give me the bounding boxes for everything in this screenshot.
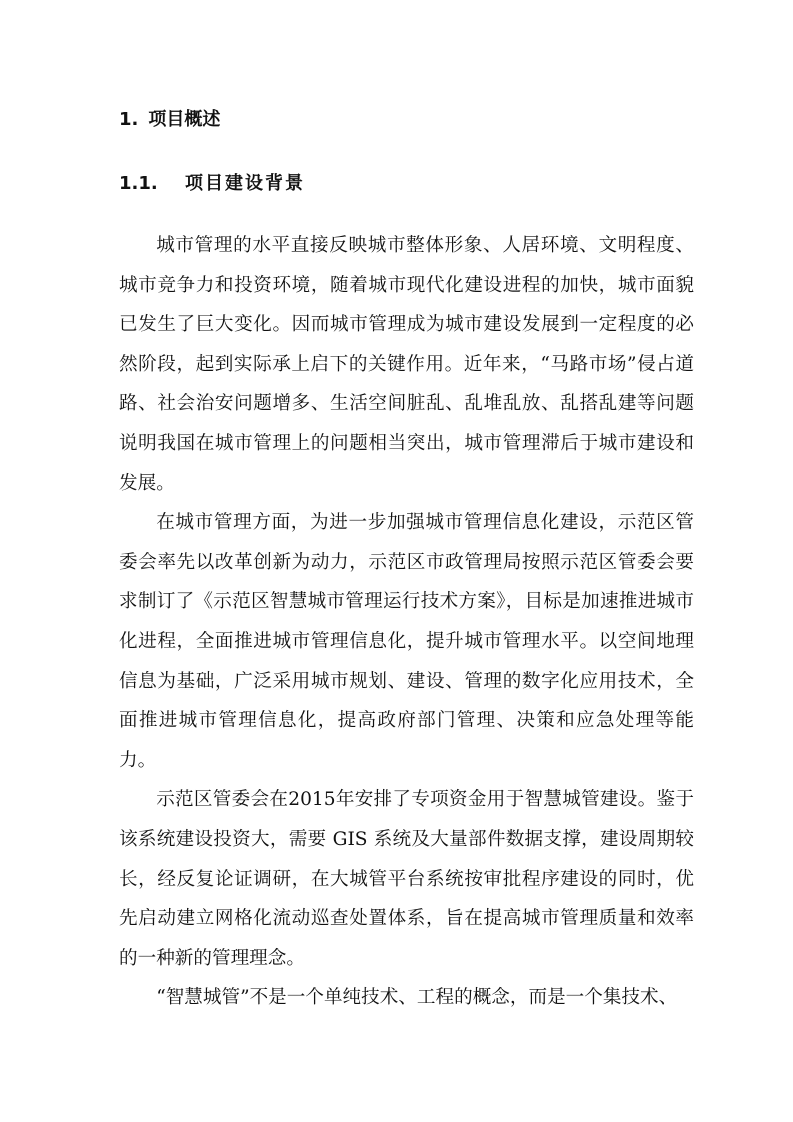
section-title: 项目概述 (148, 109, 221, 130)
body-text (119, 226, 694, 1018)
subsection-title: 项目建设背景 (185, 173, 305, 194)
paragraph: 在城市管理方面，为进一步加强城市管理信息化建设，示范区管委会率先以改革创新为动力，示范区市政管理局按照示范区管委会要求制订了《示范区智慧城市管理运行技术方案》，目标是加速推进城市化进程，全面推进城市管理信息化，提升城市管理水平。以空间地理信息为基础，广泛采用城市规划、建设、管理的数字化应用技术，全面推进城市管理信息化，提高政府部门管理、决策和应急处理等能力。 (119, 512, 694, 771)
section-number: 1. (119, 109, 139, 130)
subsection-heading (119, 172, 305, 196)
subsection-number: 1.1. (119, 173, 158, 194)
section-heading (119, 108, 220, 132)
paragraph: 示范区管委会在2015年安排了专项资金用于智慧城管建设。鉴于该系统建设投资大，需要 GIS 系统及大量部件数据支撑，建设周期较长，经反复论证调研，在大城管平台系统按审批程序建设的同时，优先启动建立网格化流动巡查处置体系，旨在提高城市管理质量和效率的一种新的管理理念。 (119, 789, 694, 969)
paragraph: “智慧城管”不是一个单纯技术、工程的概念，而是一个集技术、 (156, 987, 678, 1009)
paragraph: 城市管理的水平直接反映城市整体形象、人居环境、文明程度、城市竞争力和投资环境，随着城市现代化建设进程的加快，城市面貌已发生了巨大变化。因而城市管理成为城市建设发展到一定程度的必然阶段，起到实际承上启下的关键作用。近年来，“马路市场”侵占道路、社会治安问题增多、生活空间脏乱、乱堆乱放、乱搭乱建等问题说明我国在城市管理上的问题相当突出，城市管理滞后于城市建设和发展。 (119, 235, 694, 494)
